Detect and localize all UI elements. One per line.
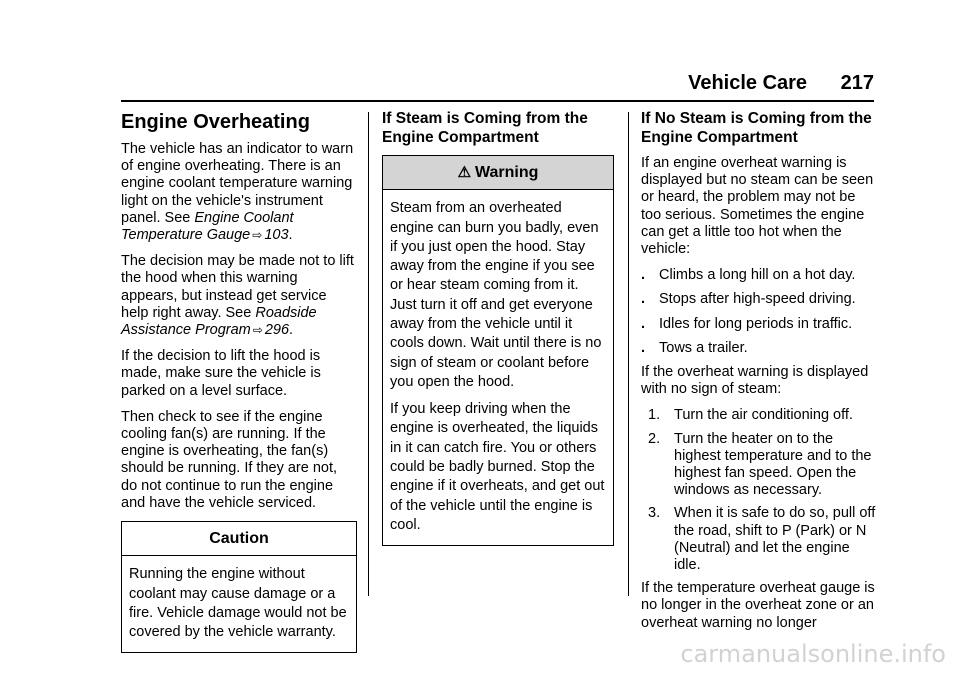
steps-list [641, 407, 877, 574]
caution-body [122, 556, 356, 652]
temperature-gauge-text: If the temperature overheat gauge is no longer in the overheat zone or an overheat warning no longer [641, 580, 875, 631]
no-steam-intro: If an engine overheat warning is displayed but no steam can be seen or heard, the problem may not be too serious. Sometimes the engine can get a little too hot when the vehicle: [641, 155, 874, 258]
warning-header [383, 156, 613, 190]
paragraph-indicator: The vehicle has an indicator to warn of engine overheating. There is an engine coolant temperature warning light on the vehicle's instrument panel. See Engine Coolant Temperature Gauge ⇨ 103. [121, 141, 354, 244]
header-rule [121, 100, 874, 102]
caution-title: Caution [122, 522, 356, 556]
page-header [688, 72, 874, 95]
conditions-list [641, 267, 877, 357]
steam-heading: If Steam is Coming from the Engine Compartment [382, 110, 588, 146]
step-item: 3. When it is safe to do so, pull off the road, shift to P (Park) or N (Neutral) and let the engine idle. [648, 505, 876, 574]
list-item: . Climbs a long hill on a hot day. [641, 267, 856, 284]
page-ref-icon: ⇨ [252, 228, 263, 243]
warning-paragraph-2: If you keep driving when the engine is overheated, the liquids in it can catch fire. You or others could be badly burned. Stop the engine if it overheats, and get out of the vehicle until the engine is cool. [390, 401, 605, 533]
column-divider-1 [368, 112, 369, 596]
caution-text: Running the engine without coolant may cause damage or a fire. Vehicle damage would not be covered by the vehicle warranty. [129, 566, 347, 641]
paragraph-level-surface: If the decision to lift the hood is made, make sure the vehicle is parked on a level surface. [121, 348, 321, 399]
paragraph-fan-check: Then check to see if the engine cooling fan(s) are running. If the engine is overheating, the fan(s) should be running. If they are not, do not continue to run the engine and have the vehicle serviced. [121, 408, 338, 511]
list-item: . Tows a trailer. [641, 339, 748, 356]
page-ref-icon: ⇨ [252, 323, 263, 338]
warning-box [382, 155, 614, 546]
overheat-no-steam-text: If the overheat warning is displayed with no sign of steam: [641, 364, 869, 398]
column-1 [121, 110, 357, 653]
coolant-gauge-link[interactable]: Engine Coolant Temperature Gauge [121, 209, 294, 244]
watermark: carmanualsonline.info [680, 640, 946, 668]
warning-title: Warning [475, 164, 539, 181]
column-2 [382, 110, 614, 546]
warning-paragraph-1: Steam from an overheated engine can burn you badly, even if you just open the hood. Stay away from the engine if you see or hear steam coming from it. Just turn it off and get everyone away from the vehicle until it cools down. Wait until there is no sign of steam or coolant before you open the hood. [390, 200, 602, 390]
list-item: . Idles for long periods in traffic. [641, 315, 853, 332]
bullet-icon: . [641, 315, 646, 332]
warning-triangle-icon: ⚠ [457, 164, 472, 181]
column-3 [641, 110, 877, 641]
roadside-assistance-link[interactable]: Roadside Assistance Program [121, 304, 317, 339]
page-number: 217 [840, 72, 874, 94]
caution-box [121, 521, 357, 653]
engine-overheating-heading: Engine Overheating [121, 111, 310, 133]
bullet-icon: . [641, 291, 646, 308]
warning-body [383, 190, 613, 545]
bullet-icon: . [641, 267, 646, 284]
bullet-icon: . [641, 339, 646, 356]
no-steam-heading: If No Steam is Coming from the Engine Compartment [641, 110, 872, 146]
step-item: 1. Turn the air conditioning off. [648, 407, 853, 424]
paragraph-decision: The decision may be made not to lift the hood when this warning appears, but instead get service help right away. See Roadside Assistance Program ⇨ 296. [121, 253, 354, 339]
column-divider-2 [628, 112, 629, 596]
step-item: 2. Turn the heater on to the highest temperature and to the highest fan speed. Open the windows as necessary. [648, 430, 872, 499]
section-title: Vehicle Care [688, 72, 808, 94]
list-item: . Stops after high-speed driving. [641, 291, 856, 308]
